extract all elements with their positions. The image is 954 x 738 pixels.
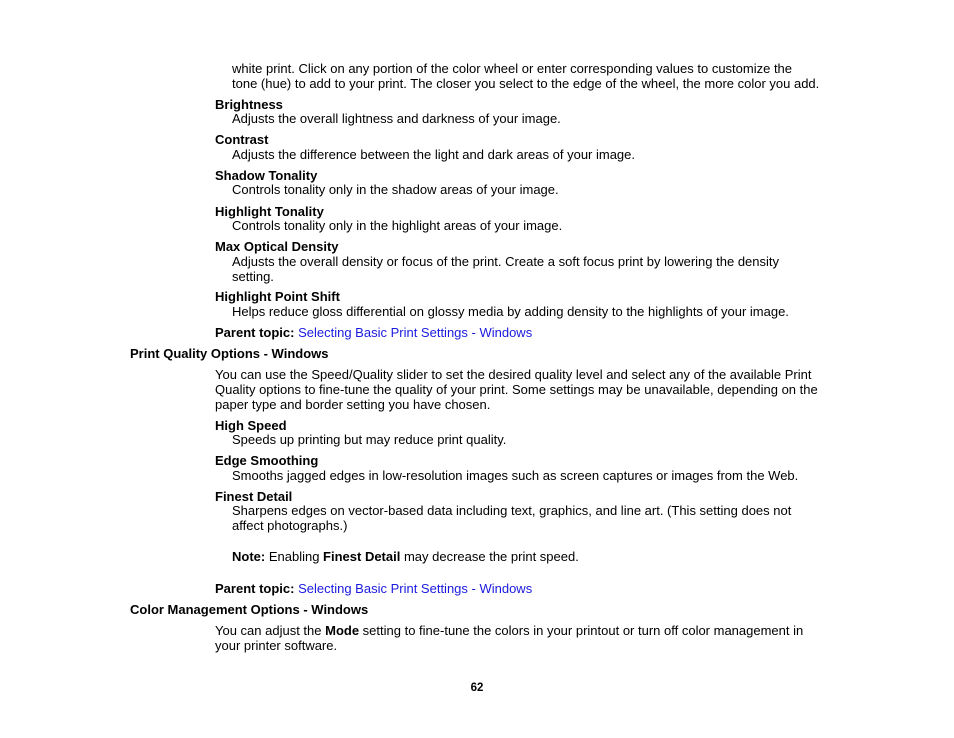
term-max-optical-density: Max Optical Density (215, 239, 339, 254)
term-brightness: Brightness (215, 97, 283, 112)
desc-brightness: Adjusts the overall lightness and darkness of your image. (232, 111, 561, 126)
desc-max-optical-density (232, 255, 779, 285)
term-contrast: Contrast (215, 132, 269, 147)
desc-highlight-point-shift: Helps reduce gloss differential on glossy media by adding density to the highlights of your image. (232, 304, 789, 319)
note-text-pre: Enabling (265, 549, 324, 564)
note-text-bold: Finest Detail (323, 549, 401, 564)
term-high-speed: High Speed (215, 418, 287, 433)
desc-line: Adjusts the overall density or focus of the print. Create a soft focus print by lowering the density (232, 254, 780, 269)
parent-topic-link[interactable]: Selecting Basic Print Settings - Windows (298, 325, 533, 340)
section-heading-color-management: Color Management Options - Windows (130, 602, 369, 617)
body-line: Quality options to fine-tune the quality of your print. Some settings may be unavailable, depending on the (215, 381, 818, 397)
desc-highlight-tonality: Controls tonality only in the highlight areas of your image. (232, 218, 563, 233)
desc-finest-detail (232, 504, 791, 534)
body-text-pre: You can adjust the (215, 623, 326, 638)
term-finest-detail: Finest Detail (215, 489, 293, 504)
page-number: 62 (470, 682, 484, 694)
term-edge-smoothing: Edge Smoothing (215, 453, 319, 468)
parent-topic-2 (215, 582, 532, 597)
print-quality-intro (215, 368, 818, 412)
parent-topic-label: Parent topic: (215, 325, 295, 340)
term-highlight-point-shift: Highlight Point Shift (215, 289, 340, 304)
body-line (215, 624, 803, 639)
desc-line: affect photographs.) (232, 517, 348, 533)
desc-edge-smoothing: Smooths jagged edges in low-resolution images such as screen captures or images from the Web. (232, 468, 799, 483)
body-text-bold: Mode (325, 623, 360, 638)
color-management-intro (215, 624, 803, 654)
body-line: You can use the Speed/Quality slider to set the desired quality level and select any of the available Print (215, 367, 812, 382)
desc-high-speed: Speeds up printing but may reduce print quality. (232, 432, 507, 447)
parent-topic-label: Parent topic: (215, 581, 295, 596)
parent-topic-1 (215, 326, 532, 341)
body-text-post: setting to fine-tune the colors in your printout or turn off color management in (359, 623, 804, 638)
desc-line: Sharpens edges on vector-based data including text, graphics, and line art. (This setting does not (232, 503, 792, 518)
intro-line-2: tone (hue) to add to your print. The closer you select to the edge of the wheel, the more color you add. (232, 75, 820, 91)
term-shadow-tonality: Shadow Tonality (215, 168, 318, 183)
desc-contrast: Adjusts the difference between the light and dark areas of your image. (232, 147, 636, 162)
note-label: Note: (232, 549, 266, 564)
body-line: your printer software. (215, 637, 338, 653)
body-line: paper type and border setting you have chosen. (215, 396, 491, 412)
term-highlight-tonality: Highlight Tonality (215, 204, 324, 219)
intro-paragraph (232, 62, 819, 92)
note-text-post: may decrease the print speed. (400, 549, 579, 564)
note (232, 550, 579, 565)
section-heading-print-quality: Print Quality Options - Windows (130, 346, 329, 361)
intro-line-1: white print. Click on any portion of the color wheel or enter corresponding values to customize the (232, 61, 793, 76)
desc-line: setting. (232, 268, 274, 284)
desc-shadow-tonality: Controls tonality only in the shadow areas of your image. (232, 182, 559, 197)
parent-topic-link[interactable]: Selecting Basic Print Settings - Windows (298, 581, 533, 596)
